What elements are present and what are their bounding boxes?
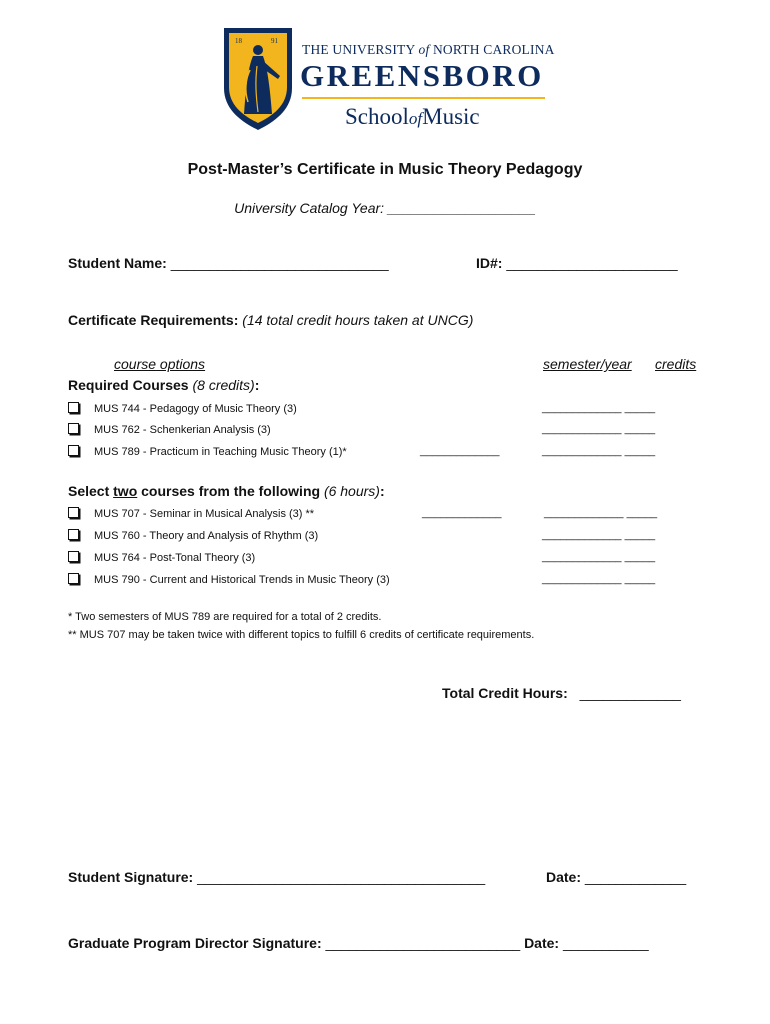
- student-date-field[interactable]: [546, 869, 686, 885]
- semester-credits-blank[interactable]: _____________ _____: [542, 573, 656, 585]
- checkbox[interactable]: [68, 445, 79, 456]
- requirements-note: (14 total credit hours taken at UNCG): [242, 312, 474, 328]
- column-credits: credits: [655, 356, 697, 372]
- course-row: [68, 551, 255, 564]
- requirements-heading: Certificate Requirements: (14 total credit hours taken at UNCG): [68, 312, 474, 328]
- date-label: Date:: [524, 935, 560, 951]
- column-semester-year: semester/year: [543, 356, 632, 372]
- id-label: ID#:: [476, 255, 503, 271]
- topic-blank[interactable]: _____________: [420, 445, 500, 457]
- date-blank[interactable]: _____________: [584, 869, 687, 885]
- student-signature-label: Student Signature:: [68, 869, 194, 885]
- total-credit-hours-field[interactable]: [442, 685, 681, 701]
- course-label: MUS 760 - Theory and Analysis of Rhythm (3): [94, 530, 319, 542]
- course-row: [68, 423, 271, 436]
- course-label: MUS 744 - Pedagogy of Music Theory (3): [94, 403, 297, 415]
- course-row: [68, 529, 318, 542]
- student-name-label: Student Name:: [68, 255, 167, 271]
- semester-credits-blank[interactable]: _____________ _____: [544, 507, 658, 519]
- total-credit-hours-label: Total Credit Hours:: [442, 685, 568, 701]
- checkbox[interactable]: [68, 529, 79, 540]
- footnote-2: ** MUS 707 may be taken twice with different topics to fulfill 6 credits of certificate requirements.: [68, 629, 535, 641]
- date-blank[interactable]: ___________: [562, 935, 649, 951]
- footnote-1: * Two semesters of MUS 789 are required for a total of 2 credits.: [68, 611, 382, 623]
- course-label: MUS 789 - Practicum in Teaching Music Theory (1)*: [94, 446, 347, 458]
- course-row: [68, 573, 390, 586]
- checkbox[interactable]: [68, 423, 79, 434]
- page-title: Post-Master’s Certificate in Music Theory Pedagogy: [187, 161, 583, 178]
- course-label: MUS 762 - Schenkerian Analysis (3): [94, 424, 271, 436]
- column-course-options: course options: [114, 356, 206, 372]
- course-label: MUS 764 - Post-Tonal Theory (3): [94, 552, 256, 564]
- catalog-year-field[interactable]: University Catalog Year: ___________________: [234, 200, 536, 216]
- course-row: [68, 402, 297, 415]
- course-label: MUS 790 - Current and Historical Trends in Music Theory (3): [94, 574, 390, 586]
- date-label: Date:: [546, 869, 582, 885]
- elective-courses-heading: Select two courses from the following (6 hours):: [68, 483, 385, 499]
- semester-credits-blank[interactable]: _____________ _____: [542, 402, 656, 414]
- logo-campus-name: GREENSBORO: [300, 58, 544, 93]
- course-row: [68, 445, 347, 458]
- semester-credits-blank[interactable]: _____________ _____: [542, 529, 656, 541]
- total-credit-hours-blank[interactable]: _____________: [579, 685, 681, 701]
- checkbox[interactable]: [68, 573, 79, 584]
- checkbox[interactable]: [68, 402, 79, 413]
- course-label: MUS 707 - Seminar in Musical Analysis (3) **: [94, 508, 315, 520]
- student-signature-field[interactable]: [68, 869, 485, 885]
- student-signature-blank[interactable]: _____________________________________: [197, 869, 486, 885]
- director-signature-blank[interactable]: _________________________: [325, 935, 521, 951]
- course-row: [68, 507, 314, 520]
- required-courses-heading: Required Courses (8 credits):: [68, 377, 260, 393]
- logo-school-name: SchoolofMusic: [345, 104, 480, 129]
- checkbox[interactable]: [68, 507, 79, 518]
- ucng-minerva-shield-icon: [222, 26, 294, 132]
- semester-credits-blank[interactable]: _____________ _____: [542, 423, 656, 435]
- shield-year-right: 91: [271, 37, 278, 45]
- id-field[interactable]: [476, 255, 678, 271]
- id-blank[interactable]: ______________________: [506, 255, 678, 271]
- director-signature-field[interactable]: [68, 935, 649, 951]
- student-name-blank[interactable]: ____________________________: [170, 255, 389, 271]
- shield-year-left: 18: [235, 37, 242, 45]
- logo-divider: [302, 97, 545, 99]
- director-signature-label: Graduate Program Director Signature:: [68, 935, 322, 951]
- student-name-field[interactable]: [68, 255, 389, 271]
- semester-credits-blank[interactable]: _____________ _____: [542, 445, 656, 457]
- topic-blank[interactable]: _____________: [422, 507, 502, 519]
- semester-credits-blank[interactable]: _____________ _____: [542, 551, 656, 563]
- logo-university-line: THE UNIVERSITY of NORTH CAROLINA: [302, 42, 555, 57]
- checkbox[interactable]: [68, 551, 79, 562]
